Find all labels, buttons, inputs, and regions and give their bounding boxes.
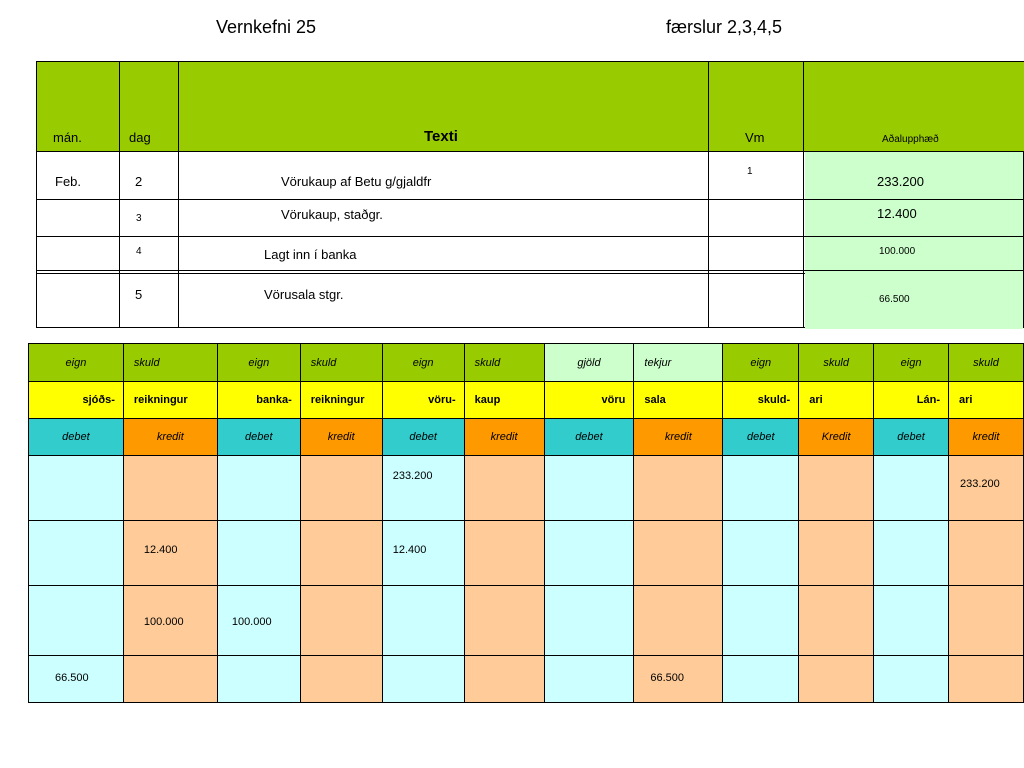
entry-value: 100.000: [231, 616, 272, 628]
journal-table: [36, 61, 1024, 328]
journal-header-bg: [37, 62, 1024, 151]
entry-cell: [723, 656, 799, 703]
account-name: ari: [949, 382, 1024, 419]
account-type: skuld: [300, 344, 382, 382]
entry-cell: [544, 586, 634, 656]
entry-cell: [799, 586, 874, 656]
row-amount: 233.200: [877, 174, 924, 189]
entry-cell: [382, 586, 464, 656]
row-day: 3: [136, 213, 142, 224]
entry-cell: [723, 456, 799, 521]
entry-cell: [300, 521, 382, 586]
account-type: eign: [382, 344, 464, 382]
entry-cell: [874, 656, 949, 703]
account-type: skuld: [949, 344, 1024, 382]
entry-cell: [464, 521, 544, 586]
entry-cell: [29, 521, 124, 586]
entry-cell: [634, 456, 723, 521]
entry-cell: [29, 586, 124, 656]
entry-cell: [217, 456, 300, 521]
entry-cell: [723, 521, 799, 586]
entry-cell: [799, 456, 874, 521]
entry-cell: [874, 456, 949, 521]
row-text: Vörusala stgr.: [264, 287, 344, 302]
entry-cell: [300, 456, 382, 521]
entry-cell: [874, 586, 949, 656]
entry-row: [29, 656, 1024, 703]
entry-row: [29, 521, 1024, 586]
column-header-vm: Vm: [745, 130, 765, 145]
entry-cell: [949, 586, 1024, 656]
kredit-label: kredit: [949, 419, 1024, 456]
account-type: gjöld: [544, 344, 634, 382]
entry-value: 233.200: [392, 470, 433, 482]
debet-label: debet: [29, 419, 124, 456]
debet-label: debet: [382, 419, 464, 456]
entry-cell: [300, 586, 382, 656]
entry-cell: [544, 656, 634, 703]
page-title: Vernkefni 25: [216, 17, 317, 37]
account-type: tekjur: [634, 344, 723, 382]
account-type: eign: [29, 344, 124, 382]
entry-value: 100.000: [143, 616, 184, 628]
entry-cell: [382, 456, 464, 521]
account-name: skuld-: [723, 382, 799, 419]
account-name-row: [29, 382, 1024, 419]
entry-row: [29, 456, 1024, 521]
entry-cell: [464, 586, 544, 656]
row-amount: 100.000: [879, 246, 916, 257]
account-type: skuld: [123, 344, 217, 382]
t-accounts-grid: [28, 343, 1024, 703]
entry-cell: [949, 456, 1024, 521]
entry-cell: [874, 521, 949, 586]
account-type: eign: [874, 344, 949, 382]
account-name: Lán-: [874, 382, 949, 419]
row-text: Vörukaup, staðgr.: [281, 207, 383, 222]
entry-cell: [123, 586, 217, 656]
account-side-row: [29, 419, 1024, 456]
entry-cell: [464, 456, 544, 521]
entry-cell: [634, 586, 723, 656]
account-name: reikningur: [123, 382, 217, 419]
debet-label: debet: [723, 419, 799, 456]
entry-cell: [123, 521, 217, 586]
row-month: Feb.: [55, 174, 82, 189]
account-type: eign: [723, 344, 799, 382]
entry-cell: [544, 521, 634, 586]
account-name: banka-: [217, 382, 300, 419]
entry-cell: [217, 521, 300, 586]
entry-cell: [217, 656, 300, 703]
entry-cell: [634, 521, 723, 586]
row-day: 4: [136, 246, 142, 257]
column-header-day: dag: [129, 130, 151, 145]
account-type-row: [29, 344, 1024, 382]
entry-cell: [949, 521, 1024, 586]
entry-cell: [382, 656, 464, 703]
entry-row: [29, 586, 1024, 656]
debet-label: debet: [544, 419, 634, 456]
entry-cell: [634, 656, 723, 703]
account-name: ari: [799, 382, 874, 419]
entry-cell: [544, 456, 634, 521]
column-header-month: mán.: [53, 130, 82, 145]
entry-value: 233.200: [960, 478, 1000, 490]
entry-cell: [123, 456, 217, 521]
entry-cell: [217, 586, 300, 656]
account-type: eign: [217, 344, 300, 382]
account-type: skuld: [464, 344, 544, 382]
entry-cell: [382, 521, 464, 586]
row-amount: 66.500: [879, 294, 910, 305]
debet-label: debet: [874, 419, 949, 456]
entry-cell: [29, 656, 124, 703]
entry-value: 66.500: [55, 672, 89, 684]
account-name: reikningur: [300, 382, 382, 419]
entry-cell: [799, 656, 874, 703]
entry-cell: [29, 456, 124, 521]
row-amount: 12.400: [877, 206, 917, 221]
kredit-label: Kredit: [799, 419, 874, 456]
entry-value: 12.400: [143, 544, 178, 556]
entry-cell: [949, 656, 1024, 703]
account-name: vöru-: [382, 382, 464, 419]
row-vm: 1: [747, 166, 753, 177]
column-header-amount: Aðalupphæð: [882, 134, 939, 145]
account-name: kaup: [464, 382, 544, 419]
entry-cell: [464, 656, 544, 703]
row-day: 5: [135, 287, 143, 302]
account-name: vöru: [544, 382, 634, 419]
account-name: sala: [634, 382, 723, 419]
entry-value: 66.500: [650, 672, 685, 684]
row-text: Lagt inn í banka: [264, 247, 357, 262]
account-type: skuld: [799, 344, 874, 382]
column-header-text: Texti: [424, 128, 458, 145]
entry-cell: [799, 521, 874, 586]
entry-cell: [723, 586, 799, 656]
account-name: sjóðs-: [29, 382, 124, 419]
kredit-label: kredit: [464, 419, 544, 456]
entries-title: færslur 2,3,4,5: [666, 17, 783, 37]
row-day: 2: [135, 174, 143, 189]
entry-value: 12.400: [392, 544, 427, 556]
entry-cell: [123, 656, 217, 703]
kredit-label: kredit: [634, 419, 723, 456]
entry-cell: [300, 656, 382, 703]
row-text: Vörukaup af Betu g/gjaldfr: [281, 174, 432, 189]
debet-label: debet: [217, 419, 300, 456]
kredit-label: kredit: [123, 419, 217, 456]
kredit-label: kredit: [300, 419, 382, 456]
